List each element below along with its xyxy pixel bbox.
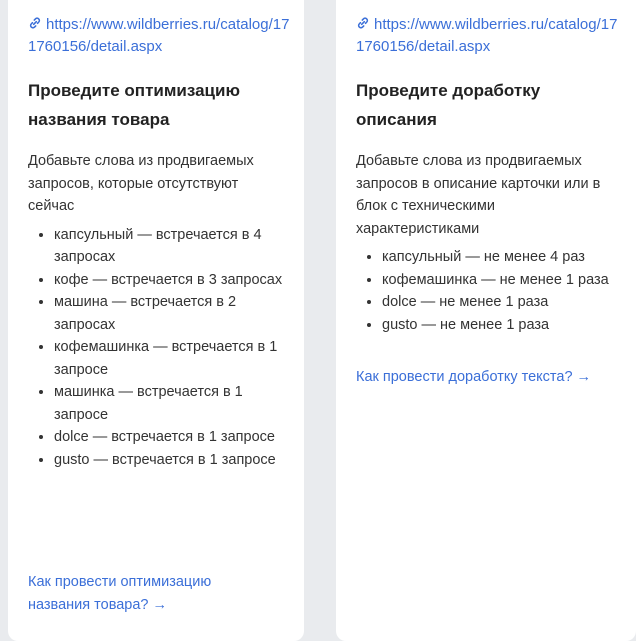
card-title: Проведите оптимизацию названия товара	[28, 81, 240, 129]
list-item: • капсульный — не менее 4 раз	[382, 246, 614, 269]
list-item: • gusto — встречается в 1 запросе	[54, 449, 290, 472]
card-description: Добавьте слова из продвигаемых запросов в описание карточки или в блок с техническими характеристиками	[356, 153, 601, 237]
product-url-text[interactable]: https://www.wildberries.ru/catalog/171760156/detail.aspx	[356, 16, 618, 55]
link-icon	[28, 16, 42, 30]
list-item: • кофемашинка — не менее 1 раза	[382, 269, 614, 292]
card-title: Проведите доработку описания	[356, 81, 541, 129]
product-url-link[interactable]	[28, 14, 290, 58]
card-description: Добавьте слова из продвигаемых запросов, которые отсутствуют сейчас	[28, 153, 254, 214]
product-url-text[interactable]: https://www.wildberries.ru/catalog/171760156/detail.aspx	[28, 16, 290, 55]
list-item: • машинка — встречается в 1 запросе	[54, 381, 290, 426]
how-to-optimize-title-link[interactable]: Как провести оптимизацию названия товара? →	[28, 574, 212, 613]
product-url-link[interactable]	[356, 14, 618, 58]
list-item: • gusto — не менее 1 раза	[382, 314, 614, 337]
list-item: • машина — встречается в 2 запросах	[54, 291, 290, 336]
title-optimization-card	[8, 0, 304, 641]
list-item: • капсульный — встречается в 4 запросах	[54, 224, 290, 269]
keyword-list	[356, 246, 614, 336]
list-item: • dolce — встречается в 1 запросе	[54, 426, 290, 449]
keyword-list	[28, 224, 290, 472]
description-improvement-card	[336, 0, 636, 641]
how-to-improve-text-link[interactable]: Как провести доработку текста? →	[356, 369, 592, 385]
link-icon	[356, 16, 370, 30]
list-item: • кофемашинка — встречается в 1 запросе	[54, 336, 290, 381]
list-item: • dolce — не менее 1 раза	[382, 291, 614, 314]
list-item: • кофе — встречается в 3 запросах	[54, 269, 290, 292]
